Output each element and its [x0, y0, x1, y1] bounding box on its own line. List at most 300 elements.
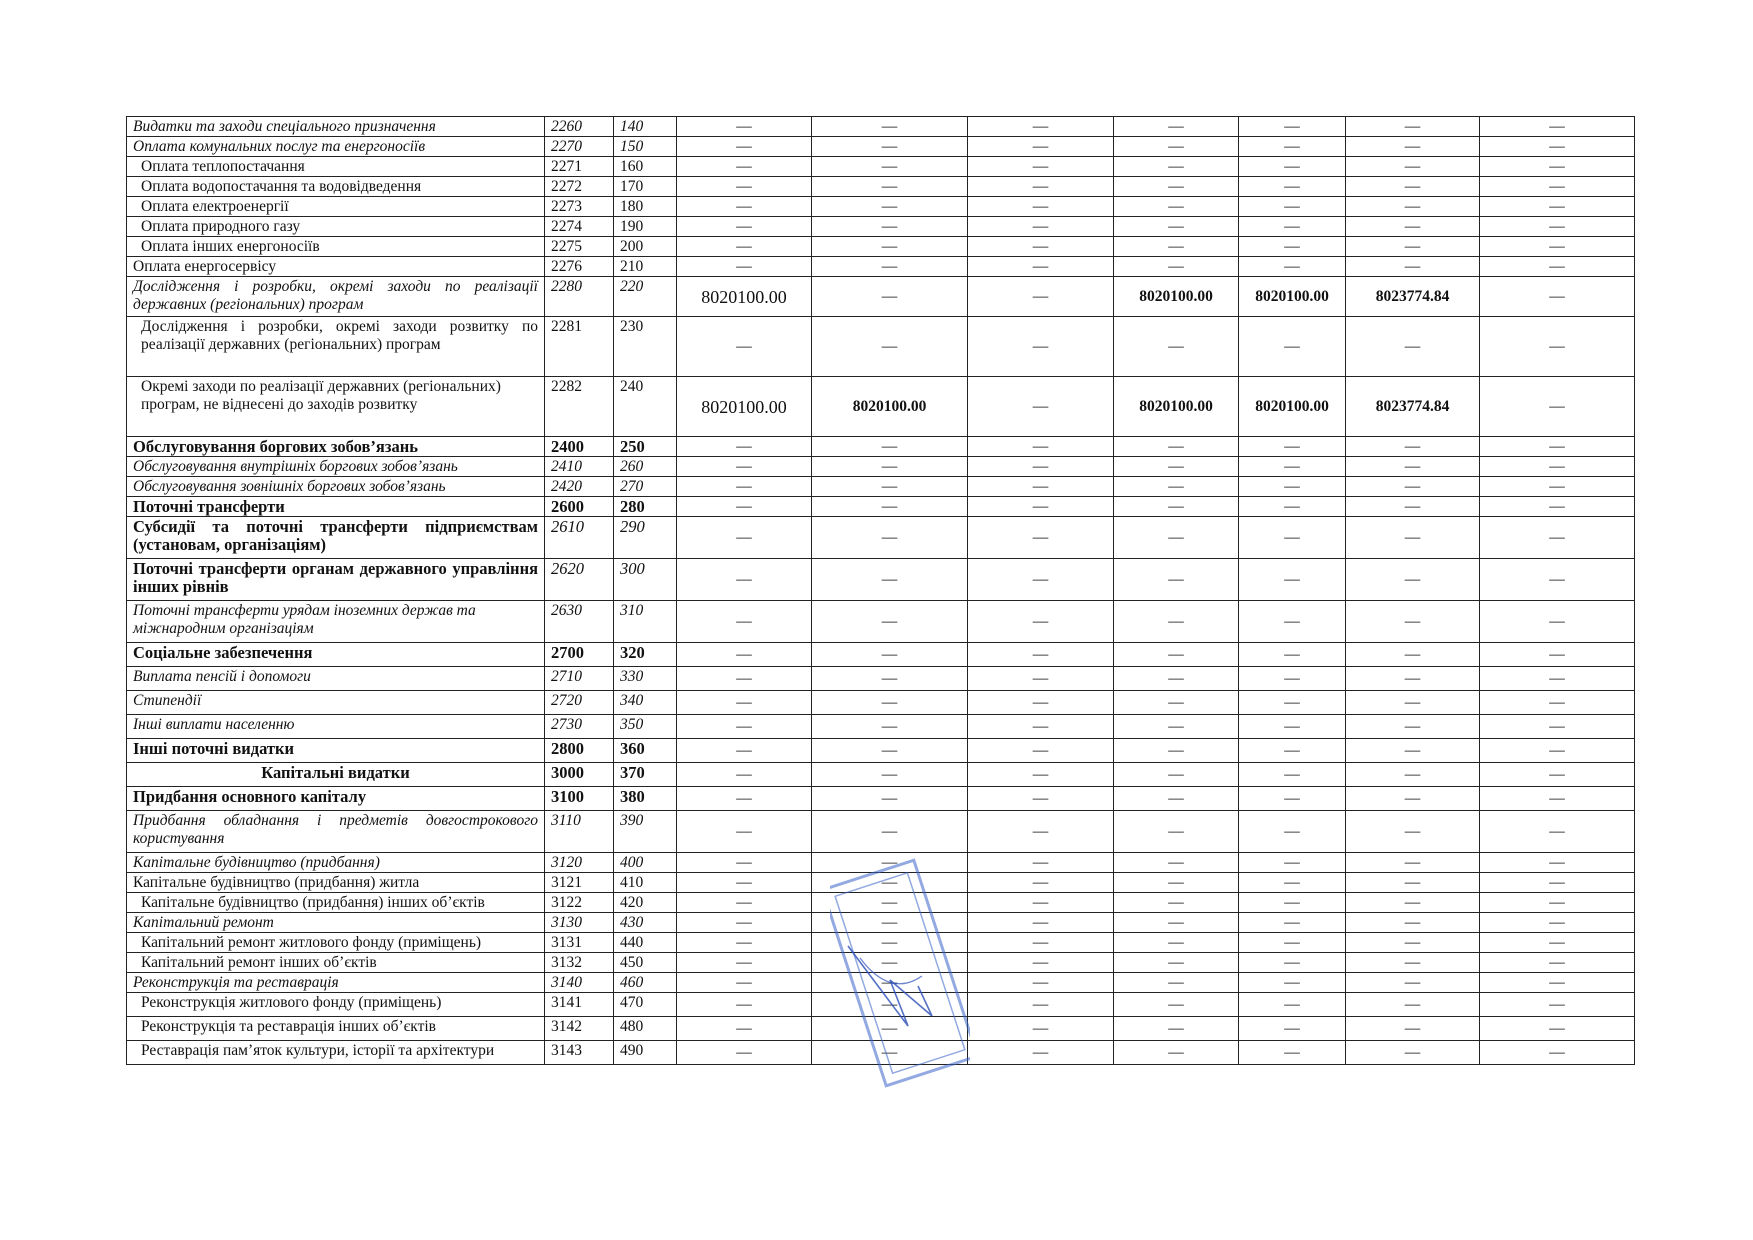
row-kekv-code: 2620 [545, 559, 614, 601]
budget-table [126, 116, 1635, 1065]
value-cell-col-8: — [1239, 667, 1346, 691]
value-cell-col-5: — [812, 477, 968, 497]
table-row [127, 517, 1635, 559]
value-cell-col-4: — [677, 477, 812, 497]
value-cell-col-10: — [1480, 763, 1635, 787]
row-kekv-code: 2630 [545, 601, 614, 643]
row-name: Поточні трансферти [127, 497, 545, 517]
value-cell-col-8: — [1239, 437, 1346, 457]
value-cell-col-4: — [677, 811, 812, 853]
value-cell-col-10: — [1480, 853, 1635, 873]
value-cell-col-4: — [677, 667, 812, 691]
value-cell-col-7: — [1114, 715, 1239, 739]
value-cell-col-7: — [1114, 643, 1239, 667]
value-cell-col-7: — [1114, 1017, 1239, 1041]
value-cell-col-5: — [812, 853, 968, 873]
value-cell-col-10: — [1480, 601, 1635, 643]
row-name: Оплата водопостачання та водовідведення [127, 177, 545, 197]
value-cell-col-4: — [677, 137, 812, 157]
value-cell-col-5: — [812, 137, 968, 157]
row-line-code: 320 [614, 643, 677, 667]
value-cell-col-7: — [1114, 517, 1239, 559]
value-cell-col-8: — [1239, 497, 1346, 517]
value-cell-col-8: — [1239, 973, 1346, 993]
value-cell-col-6: — [968, 873, 1114, 893]
value-cell-col-8: 8020100.00 [1239, 377, 1346, 437]
row-name: Реставрація пам’яток культури, історії та архітектури [127, 1041, 545, 1065]
row-line-code: 480 [614, 1017, 677, 1041]
row-name: Оплата природного газу [127, 217, 545, 237]
value-cell-col-8: — [1239, 477, 1346, 497]
row-name: Капітальний ремонт житлового фонду (приміщень) [127, 933, 545, 953]
row-name: Капітальні видатки [127, 763, 545, 787]
value-cell-col-8: — [1239, 643, 1346, 667]
value-cell-col-8: — [1239, 893, 1346, 913]
row-name: Оплата електроенергії [127, 197, 545, 217]
value-cell-col-10: — [1480, 643, 1635, 667]
value-cell-col-4: — [677, 1017, 812, 1041]
value-cell-col-8: — [1239, 763, 1346, 787]
value-cell-col-10: — [1480, 317, 1635, 377]
value-cell-col-9: — [1346, 217, 1480, 237]
row-name: Стипендії [127, 691, 545, 715]
value-cell-col-6: — [968, 973, 1114, 993]
value-cell-col-10: — [1480, 517, 1635, 559]
row-name: Дослідження і розробки, окремі заходи по реалізації державних (регіональних) програм [127, 277, 545, 317]
value-cell-col-9: — [1346, 873, 1480, 893]
row-line-code: 400 [614, 853, 677, 873]
table-row [127, 739, 1635, 763]
value-cell-col-6: — [968, 739, 1114, 763]
value-cell-col-7: — [1114, 787, 1239, 811]
row-line-code: 210 [614, 257, 677, 277]
row-kekv-code: 3130 [545, 913, 614, 933]
value-cell-col-10: — [1480, 787, 1635, 811]
row-line-code: 230 [614, 317, 677, 377]
value-cell-col-7: — [1114, 217, 1239, 237]
value-cell-col-6: — [968, 257, 1114, 277]
value-cell-col-9: — [1346, 137, 1480, 157]
value-cell-col-5: — [812, 913, 968, 933]
row-kekv-code: 2800 [545, 739, 614, 763]
value-cell-col-6: — [968, 913, 1114, 933]
row-kekv-code: 2271 [545, 157, 614, 177]
value-cell-col-5: — [812, 739, 968, 763]
value-cell-col-9: — [1346, 437, 1480, 457]
value-cell-col-5: — [812, 643, 968, 667]
value-cell-col-4: — [677, 953, 812, 973]
value-cell-col-6: — [968, 137, 1114, 157]
value-cell-col-8: — [1239, 517, 1346, 559]
value-cell-col-4: — [677, 787, 812, 811]
value-cell-col-9: — [1346, 715, 1480, 739]
row-name: Оплата комунальних послуг та енергоносіїв [127, 137, 545, 157]
value-cell-col-8: — [1239, 177, 1346, 197]
table-row [127, 811, 1635, 853]
table-row [127, 953, 1635, 973]
value-cell-col-9: — [1346, 177, 1480, 197]
value-cell-col-7: — [1114, 913, 1239, 933]
table-row [127, 1041, 1635, 1065]
row-name: Виплата пенсій і допомоги [127, 667, 545, 691]
value-cell-col-4: — [677, 643, 812, 667]
table-row [127, 913, 1635, 933]
row-kekv-code: 2276 [545, 257, 614, 277]
table-row [127, 477, 1635, 497]
value-cell-col-8: — [1239, 601, 1346, 643]
value-cell-col-4: — [677, 177, 812, 197]
value-cell-col-6: — [968, 217, 1114, 237]
value-cell-col-8: — [1239, 993, 1346, 1017]
value-cell-col-7: — [1114, 117, 1239, 137]
value-cell-col-6: — [968, 715, 1114, 739]
value-cell-col-8: — [1239, 1017, 1346, 1041]
value-cell-col-5: 8020100.00 [812, 377, 968, 437]
row-name: Обслуговування зовнішніх боргових зобов’язань [127, 477, 545, 497]
value-cell-col-6: — [968, 317, 1114, 377]
value-cell-col-6: — [968, 477, 1114, 497]
value-cell-col-10: — [1480, 913, 1635, 933]
row-line-code: 270 [614, 477, 677, 497]
table-row [127, 377, 1635, 437]
row-line-code: 280 [614, 497, 677, 517]
value-cell-col-6: — [968, 811, 1114, 853]
value-cell-col-10: — [1480, 117, 1635, 137]
value-cell-col-8: — [1239, 157, 1346, 177]
value-cell-col-8: — [1239, 197, 1346, 217]
value-cell-col-8: — [1239, 257, 1346, 277]
value-cell-col-4: — [677, 739, 812, 763]
value-cell-col-5: — [812, 257, 968, 277]
value-cell-col-7: — [1114, 811, 1239, 853]
value-cell-col-7: — [1114, 137, 1239, 157]
row-kekv-code: 3121 [545, 873, 614, 893]
row-kekv-code: 3142 [545, 1017, 614, 1041]
row-line-code: 300 [614, 559, 677, 601]
value-cell-col-6: — [968, 643, 1114, 667]
value-cell-col-4: — [677, 497, 812, 517]
value-cell-col-7: — [1114, 739, 1239, 763]
value-cell-col-4: — [677, 437, 812, 457]
row-line-code: 370 [614, 763, 677, 787]
row-line-code: 180 [614, 197, 677, 217]
value-cell-col-10: — [1480, 691, 1635, 715]
row-name: Оплата теплопостачання [127, 157, 545, 177]
row-kekv-code: 2272 [545, 177, 614, 197]
value-cell-col-7: — [1114, 177, 1239, 197]
row-kekv-code: 2610 [545, 517, 614, 559]
row-line-code: 430 [614, 913, 677, 933]
value-cell-col-4: — [677, 601, 812, 643]
value-cell-col-9: — [1346, 853, 1480, 873]
row-kekv-code: 2420 [545, 477, 614, 497]
value-cell-col-9: — [1346, 973, 1480, 993]
value-cell-col-6: — [968, 157, 1114, 177]
row-kekv-code: 3110 [545, 811, 614, 853]
value-cell-col-4: — [677, 893, 812, 913]
value-cell-col-10: — [1480, 137, 1635, 157]
row-name: Капітальний ремонт [127, 913, 545, 933]
value-cell-col-7: — [1114, 853, 1239, 873]
value-cell-col-10: — [1480, 237, 1635, 257]
table-row [127, 893, 1635, 913]
value-cell-col-5: — [812, 873, 968, 893]
row-name: Капітальне будівництво (придбання) інших об’єктів [127, 893, 545, 913]
value-cell-col-8: — [1239, 237, 1346, 257]
row-name: Дослідження і розробки, окремі заходи розвитку по реалізації державних (регіональних) програм [127, 317, 545, 377]
value-cell-col-10: — [1480, 893, 1635, 913]
value-cell-col-4: — [677, 993, 812, 1017]
value-cell-col-9: — [1346, 643, 1480, 667]
value-cell-col-5: — [812, 893, 968, 913]
value-cell-col-9: — [1346, 257, 1480, 277]
value-cell-col-5: — [812, 811, 968, 853]
row-kekv-code: 2282 [545, 377, 614, 437]
value-cell-col-4: — [677, 691, 812, 715]
value-cell-col-6: — [968, 559, 1114, 601]
row-kekv-code: 2260 [545, 117, 614, 137]
value-cell-col-10: — [1480, 715, 1635, 739]
value-cell-col-5: — [812, 457, 968, 477]
value-cell-col-6: — [968, 377, 1114, 437]
value-cell-col-10: — [1480, 873, 1635, 893]
value-cell-col-4: 8020100.00 [677, 377, 812, 437]
row-line-code: 490 [614, 1041, 677, 1065]
value-cell-col-10: — [1480, 559, 1635, 601]
row-line-code: 460 [614, 973, 677, 993]
value-cell-col-8: — [1239, 715, 1346, 739]
table-row [127, 117, 1635, 137]
table-row [127, 1017, 1635, 1041]
value-cell-col-8: — [1239, 317, 1346, 377]
value-cell-col-8: — [1239, 811, 1346, 853]
row-name: Обслуговування внутрішніх боргових зобов’язань [127, 457, 545, 477]
value-cell-col-10: — [1480, 933, 1635, 953]
value-cell-col-10: — [1480, 1017, 1635, 1041]
value-cell-col-9: — [1346, 457, 1480, 477]
table-row [127, 787, 1635, 811]
value-cell-col-7: — [1114, 601, 1239, 643]
row-kekv-code: 2280 [545, 277, 614, 317]
value-cell-col-10: — [1480, 497, 1635, 517]
row-kekv-code: 3100 [545, 787, 614, 811]
value-cell-col-10: — [1480, 197, 1635, 217]
value-cell-col-5: — [812, 601, 968, 643]
row-line-code: 250 [614, 437, 677, 457]
value-cell-col-4: — [677, 237, 812, 257]
row-kekv-code: 2273 [545, 197, 614, 217]
value-cell-col-4: — [677, 317, 812, 377]
value-cell-col-6: — [968, 517, 1114, 559]
row-name: Інші поточні видатки [127, 739, 545, 763]
row-line-code: 330 [614, 667, 677, 691]
row-kekv-code: 3132 [545, 953, 614, 973]
table-row [127, 691, 1635, 715]
row-kekv-code: 2700 [545, 643, 614, 667]
value-cell-col-4: 8020100.00 [677, 277, 812, 317]
row-line-code: 310 [614, 601, 677, 643]
value-cell-col-5: — [812, 497, 968, 517]
value-cell-col-4: — [677, 457, 812, 477]
value-cell-col-4: — [677, 973, 812, 993]
value-cell-col-6: — [968, 437, 1114, 457]
value-cell-col-6: — [968, 893, 1114, 913]
value-cell-col-5: — [812, 437, 968, 457]
row-kekv-code: 3143 [545, 1041, 614, 1065]
table-row [127, 497, 1635, 517]
value-cell-col-5: — [812, 953, 968, 973]
row-name: Поточні трансферти органам державного управління інших рівнів [127, 559, 545, 601]
table-row [127, 317, 1635, 377]
row-kekv-code: 3140 [545, 973, 614, 993]
value-cell-col-8: — [1239, 787, 1346, 811]
value-cell-col-7: — [1114, 197, 1239, 217]
row-kekv-code: 3120 [545, 853, 614, 873]
row-name: Реконструкція житлового фонду (приміщень) [127, 993, 545, 1017]
row-name: Реконструкція та реставрація інших об’єктів [127, 1017, 545, 1041]
value-cell-col-10: — [1480, 953, 1635, 973]
budget-table-page [126, 116, 1634, 1065]
value-cell-col-9: — [1346, 517, 1480, 559]
row-line-code: 340 [614, 691, 677, 715]
value-cell-col-8: — [1239, 873, 1346, 893]
value-cell-col-4: — [677, 257, 812, 277]
value-cell-col-7: — [1114, 317, 1239, 377]
row-name: Придбання основного капіталу [127, 787, 545, 811]
value-cell-col-6: — [968, 237, 1114, 257]
row-line-code: 240 [614, 377, 677, 437]
value-cell-col-10: — [1480, 1041, 1635, 1065]
value-cell-col-7: — [1114, 973, 1239, 993]
row-name: Поточні трансферти урядам іноземних держав та міжнародним організаціям [127, 601, 545, 643]
value-cell-col-7: — [1114, 457, 1239, 477]
value-cell-col-9: — [1346, 763, 1480, 787]
value-cell-col-9: 8023774.84 [1346, 377, 1480, 437]
value-cell-col-7: — [1114, 497, 1239, 517]
value-cell-col-10: — [1480, 377, 1635, 437]
table-row [127, 853, 1635, 873]
value-cell-col-9: — [1346, 559, 1480, 601]
value-cell-col-7: — [1114, 893, 1239, 913]
value-cell-col-10: — [1480, 477, 1635, 497]
table-row [127, 601, 1635, 643]
row-line-code: 290 [614, 517, 677, 559]
value-cell-col-4: — [677, 117, 812, 137]
value-cell-col-5: — [812, 933, 968, 953]
value-cell-col-8: — [1239, 853, 1346, 873]
row-line-code: 150 [614, 137, 677, 157]
row-name: Соціальне забезпечення [127, 643, 545, 667]
value-cell-col-9: — [1346, 497, 1480, 517]
value-cell-col-6: — [968, 787, 1114, 811]
table-row [127, 217, 1635, 237]
row-name: Капітальний ремонт інших об’єктів [127, 953, 545, 973]
row-kekv-code: 2274 [545, 217, 614, 237]
table-row [127, 763, 1635, 787]
table-row [127, 177, 1635, 197]
value-cell-col-5: — [812, 217, 968, 237]
value-cell-col-7: — [1114, 559, 1239, 601]
value-cell-col-7: — [1114, 237, 1239, 257]
value-cell-col-9: — [1346, 913, 1480, 933]
value-cell-col-5: — [812, 1017, 968, 1041]
table-row [127, 643, 1635, 667]
value-cell-col-4: — [677, 933, 812, 953]
value-cell-col-9: — [1346, 117, 1480, 137]
value-cell-col-4: — [677, 1041, 812, 1065]
row-kekv-code: 3131 [545, 933, 614, 953]
value-cell-col-7: — [1114, 477, 1239, 497]
value-cell-col-8: — [1239, 913, 1346, 933]
value-cell-col-10: — [1480, 667, 1635, 691]
row-line-code: 440 [614, 933, 677, 953]
value-cell-col-10: — [1480, 973, 1635, 993]
table-row [127, 457, 1635, 477]
row-name: Придбання обладнання і предметів довгострокового користування [127, 811, 545, 853]
row-name: Капітальне будівництво (придбання) житла [127, 873, 545, 893]
value-cell-col-8: — [1239, 137, 1346, 157]
value-cell-col-10: — [1480, 157, 1635, 177]
value-cell-col-5: — [812, 177, 968, 197]
row-line-code: 170 [614, 177, 677, 197]
row-name: Оплата енергосервісу [127, 257, 545, 277]
table-row [127, 993, 1635, 1017]
value-cell-col-4: — [677, 559, 812, 601]
row-name: Окремі заходи по реалізації державних (регіональних) програм, не віднесені до заходів розвитку [127, 377, 545, 437]
value-cell-col-5: — [812, 667, 968, 691]
row-name: Видатки та заходи спеціального призначення [127, 117, 545, 137]
value-cell-col-7: — [1114, 953, 1239, 973]
value-cell-col-6: — [968, 117, 1114, 137]
value-cell-col-7: 8020100.00 [1114, 277, 1239, 317]
table-row [127, 437, 1635, 457]
value-cell-col-7: — [1114, 667, 1239, 691]
value-cell-col-6: — [968, 933, 1114, 953]
table-row [127, 197, 1635, 217]
row-name: Капітальне будівництво (придбання) [127, 853, 545, 873]
row-line-code: 390 [614, 811, 677, 853]
row-kekv-code: 3141 [545, 993, 614, 1017]
value-cell-col-8: — [1239, 217, 1346, 237]
value-cell-col-7: — [1114, 257, 1239, 277]
value-cell-col-9: — [1346, 601, 1480, 643]
value-cell-col-8: — [1239, 117, 1346, 137]
value-cell-col-4: — [677, 217, 812, 237]
value-cell-col-4: — [677, 517, 812, 559]
value-cell-col-5: — [812, 317, 968, 377]
row-line-code: 220 [614, 277, 677, 317]
value-cell-col-9: — [1346, 739, 1480, 763]
row-line-code: 420 [614, 893, 677, 913]
value-cell-col-9: — [1346, 691, 1480, 715]
value-cell-col-6: — [968, 197, 1114, 217]
row-name: Субсидії та поточні трансферти підприємствам (установам, організаціям) [127, 517, 545, 559]
value-cell-col-8: — [1239, 739, 1346, 763]
row-kekv-code: 2720 [545, 691, 614, 715]
value-cell-col-6: — [968, 601, 1114, 643]
value-cell-col-4: — [677, 715, 812, 739]
value-cell-col-8: — [1239, 953, 1346, 973]
row-line-code: 350 [614, 715, 677, 739]
row-name: Інші виплати населенню [127, 715, 545, 739]
value-cell-col-5: — [812, 157, 968, 177]
value-cell-col-6: — [968, 853, 1114, 873]
table-row [127, 237, 1635, 257]
value-cell-col-9: — [1346, 933, 1480, 953]
row-name: Реконструкція та реставрація [127, 973, 545, 993]
row-line-code: 140 [614, 117, 677, 137]
row-line-code: 380 [614, 787, 677, 811]
